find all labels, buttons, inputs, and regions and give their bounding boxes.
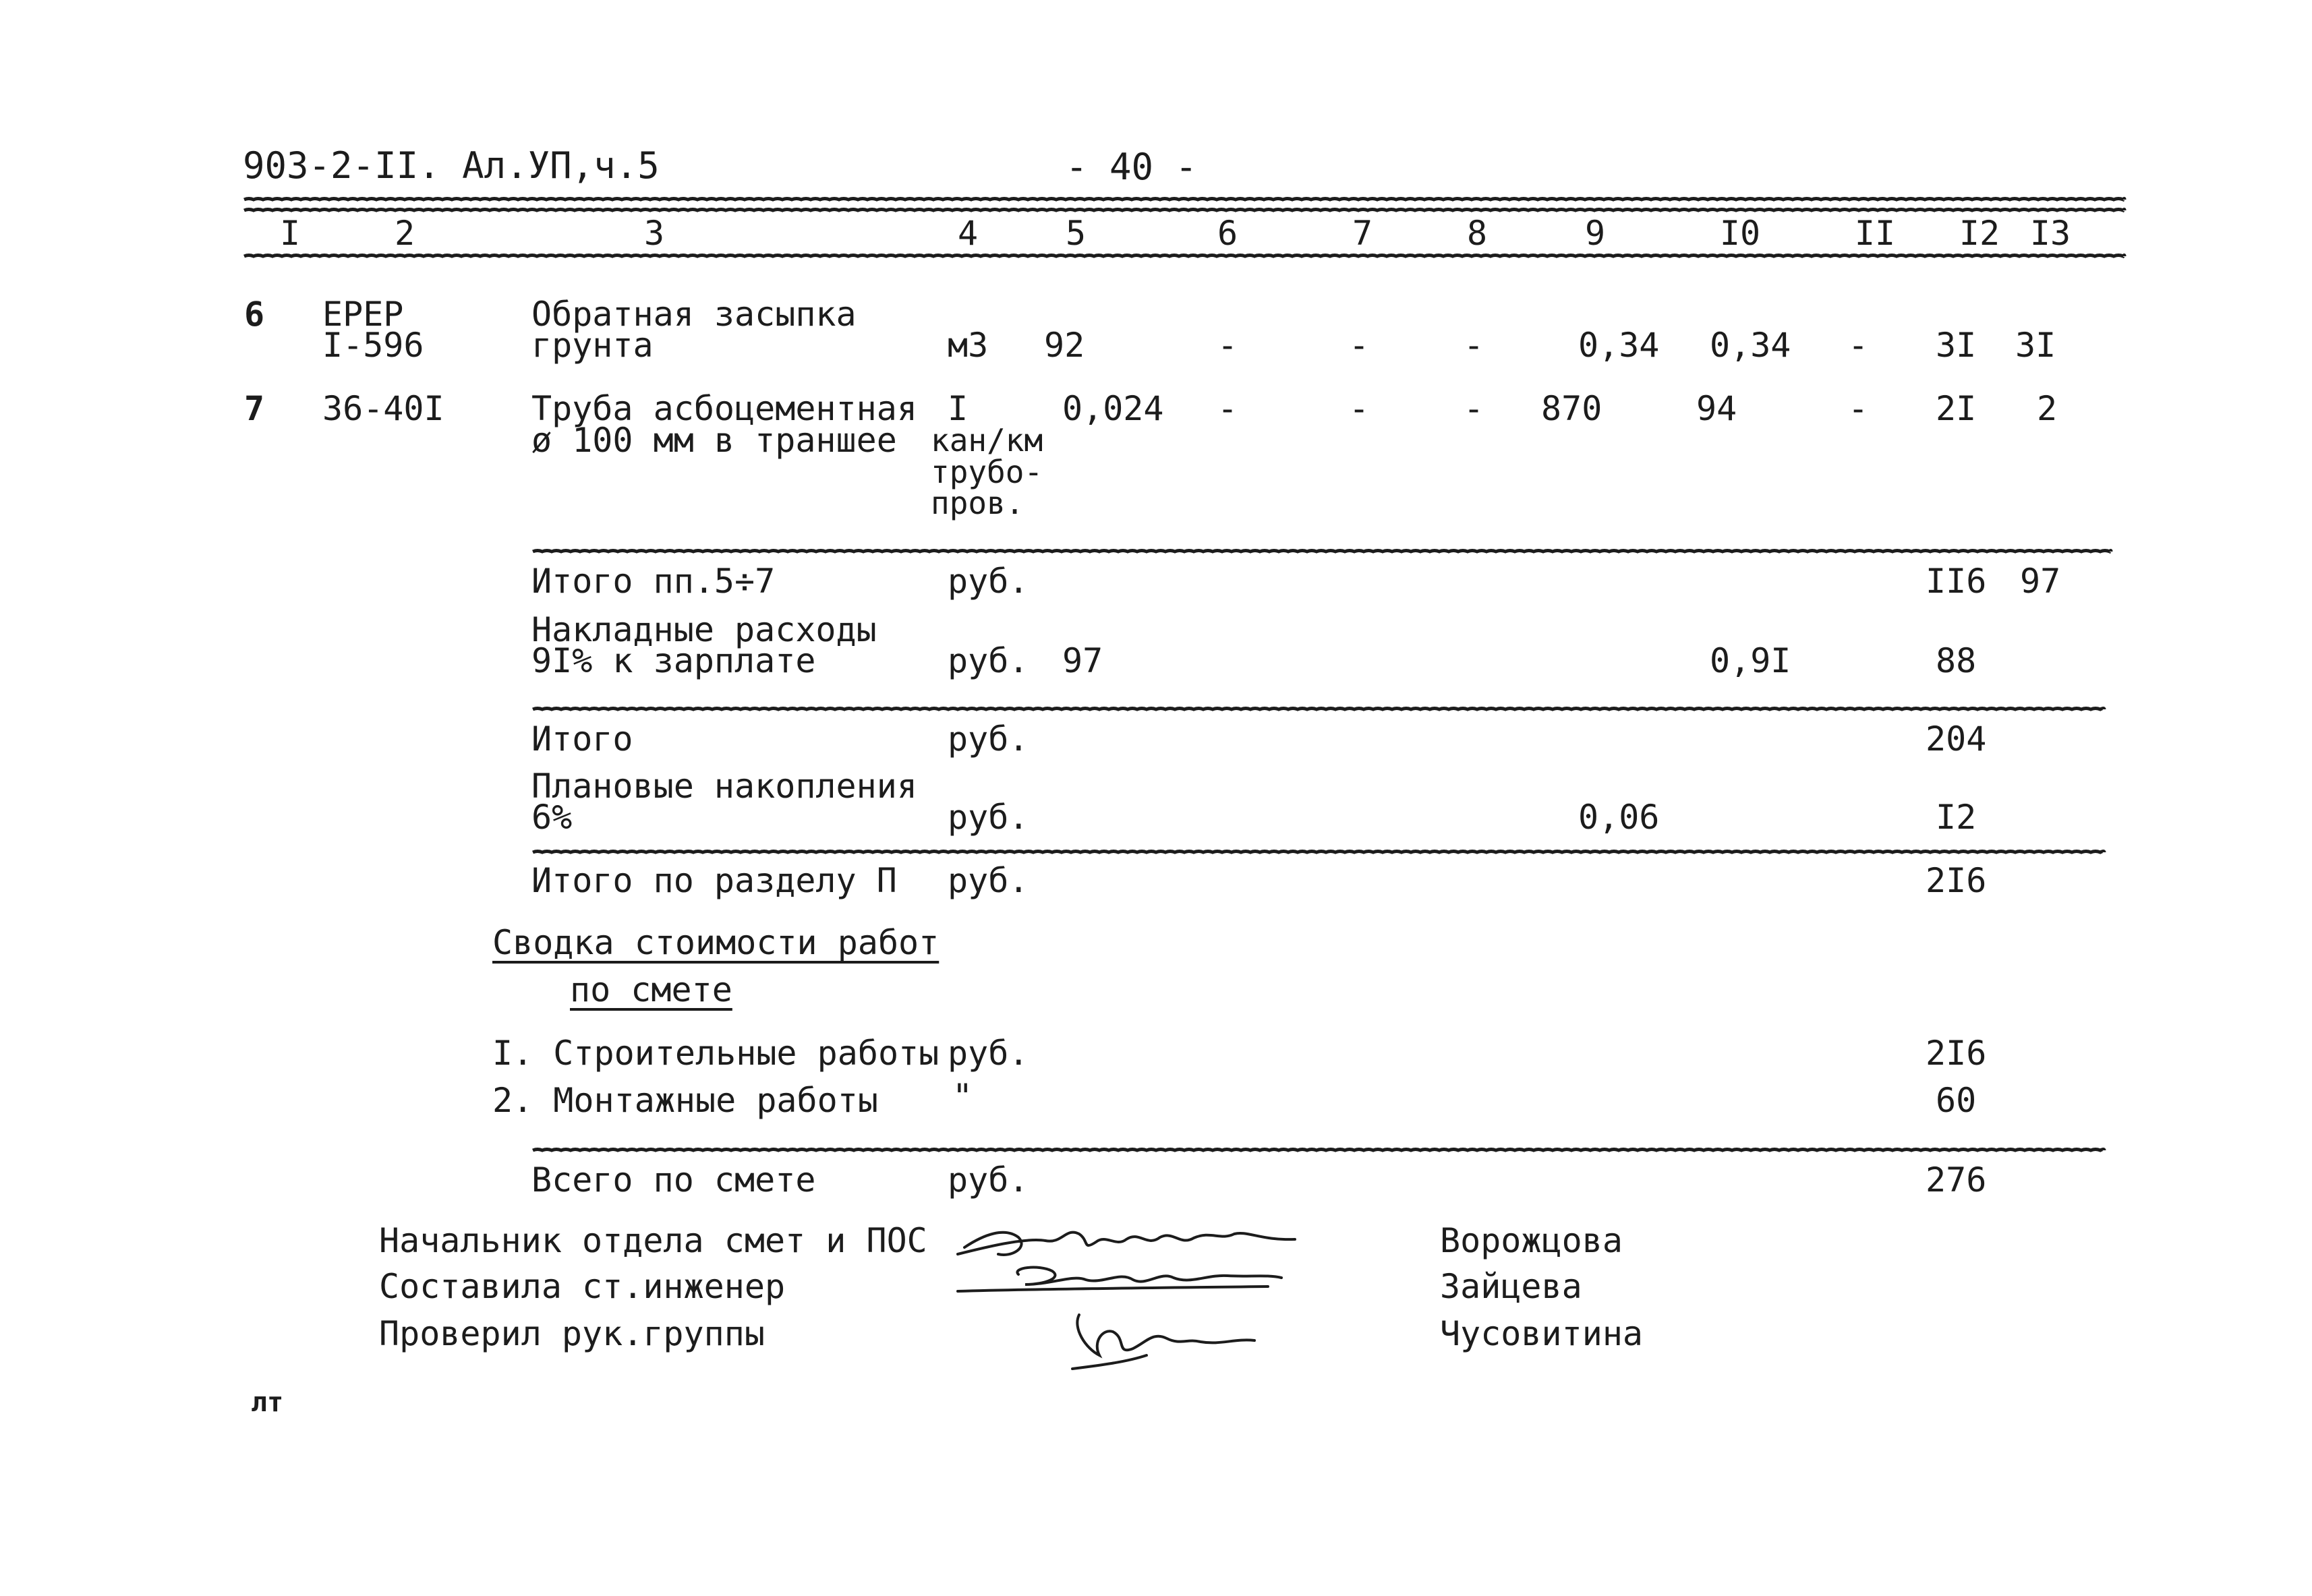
cell-col6: - <box>1217 326 1238 365</box>
cell-col6: - <box>1217 389 1238 428</box>
rule-before-total <box>533 709 2104 710</box>
header-top-rule <box>244 199 2125 200</box>
total-label: Итого <box>531 719 633 759</box>
summary-item-unit: " <box>952 1077 973 1116</box>
column-header: 4 <box>957 214 979 253</box>
planned-col9: 0,06 <box>1578 798 1660 837</box>
row-unit: м3 <box>948 326 989 365</box>
column-header: I0 <box>1719 214 1761 253</box>
summary-item-value: 2I6 <box>1926 1034 1987 1073</box>
cell-col10: 0,34 <box>1710 326 1791 365</box>
summary-title: по смете <box>570 970 732 1009</box>
subtotal-unit: руб. <box>948 562 1029 601</box>
signature-role: Составила ст.инженер <box>379 1267 786 1306</box>
cell-col5: 92 <box>1044 326 1085 365</box>
row-unit: I <box>948 389 969 428</box>
overhead-col5: 97 <box>1062 641 1103 680</box>
row-number: 6 <box>244 295 265 334</box>
overhead-label: Накладные расходы <box>531 610 877 649</box>
signature-name: Зайцева <box>1440 1267 1582 1306</box>
column-header-bottom-rule <box>244 256 2125 257</box>
cell-col9: 870 <box>1541 389 1602 428</box>
planned-label: 6% <box>531 798 573 837</box>
planned-unit: руб. <box>948 798 1029 837</box>
signature-name: Ворожцова <box>1440 1221 1623 1260</box>
section-total-label: Итого по разделу П <box>531 861 897 900</box>
column-header: 6 <box>1217 214 1238 253</box>
overhead-label: 9I% к зарплате <box>531 641 816 680</box>
summary-item-label: 2. Монтажные работы <box>492 1081 878 1120</box>
grand-total-unit: руб. <box>948 1160 1029 1200</box>
column-header: 7 <box>1352 214 1373 253</box>
cell-col8: - <box>1463 389 1484 428</box>
row-unit: кан/км <box>931 422 1043 459</box>
row-unit: трубо- <box>931 454 1043 490</box>
grand-total-label: Всего по смете <box>531 1160 816 1200</box>
cell-col8: - <box>1463 326 1484 365</box>
total-unit: руб. <box>948 719 1029 759</box>
total-col12: 204 <box>1926 719 1987 759</box>
row-number: 7 <box>244 389 265 428</box>
cell-col11: - <box>1847 389 1869 428</box>
rule-before-section-total <box>533 852 2104 853</box>
column-header: 2 <box>394 214 415 253</box>
page-number: - 40 - <box>1066 146 1198 188</box>
row-name: ø 100 мм в траншее <box>531 421 897 460</box>
cell-col5: 0,024 <box>1062 389 1164 428</box>
column-header: 3 <box>643 214 665 253</box>
subtotal-col13: 97 <box>2020 562 2061 601</box>
row-name: грунта <box>531 326 654 365</box>
grand-total-value: 276 <box>1926 1160 1987 1200</box>
column-header: I2 <box>1959 214 2000 253</box>
column-header: II <box>1854 214 1896 253</box>
overhead-col12: 88 <box>1936 641 1977 680</box>
header-top-rule-2 <box>244 210 2125 211</box>
summary-title: Сводка стоимости работ <box>492 923 940 962</box>
row-code: 36-40I <box>322 389 444 428</box>
cell-col10: 94 <box>1696 389 1737 428</box>
subtotal-col12: II6 <box>1926 562 1987 601</box>
footer-mark: лт <box>251 1387 284 1418</box>
column-header: 9 <box>1584 214 1606 253</box>
handwritten-signatures <box>944 1200 1376 1382</box>
rule-before-subtotal <box>533 551 2111 552</box>
cell-col13: 3I <box>2015 326 2056 365</box>
column-header: 8 <box>1466 214 1488 253</box>
cell-col12: 2I <box>1936 389 1977 428</box>
cell-col11: - <box>1847 326 1869 365</box>
column-header: I <box>279 214 301 253</box>
subtotal-label: Итого пп.5÷7 <box>531 562 776 601</box>
planned-col12: I2 <box>1936 798 1977 837</box>
summary-item-unit: руб. <box>948 1034 1029 1073</box>
column-header: 5 <box>1065 214 1087 253</box>
summary-item-value: 60 <box>1936 1081 1977 1120</box>
rule-before-grand-total <box>533 1150 2104 1151</box>
summary-item-label: I. Строительные работы <box>492 1034 940 1073</box>
cell-col13: 2 <box>2037 389 2058 428</box>
column-header: I3 <box>2029 214 2071 253</box>
section-total-col12: 2I6 <box>1926 861 1987 900</box>
row-name: Обратная засыпка <box>531 295 857 334</box>
overhead-unit: руб. <box>948 641 1029 680</box>
signature-name: Чусовитина <box>1440 1314 1644 1353</box>
row-code: ЕРЕР <box>322 295 404 334</box>
cell-col7: - <box>1348 389 1370 428</box>
overhead-col10: 0,9I <box>1710 641 1791 680</box>
row-code: I-596 <box>322 326 424 365</box>
row-unit: пров. <box>931 485 1024 521</box>
planned-label: Плановые накопления <box>531 767 917 806</box>
cell-col7: - <box>1348 326 1370 365</box>
row-name: Труба асбоцементная <box>531 389 917 428</box>
signature-role: Проверил рук.группы <box>379 1314 765 1353</box>
section-total-unit: руб. <box>948 861 1029 900</box>
cell-col9: 0,34 <box>1578 326 1660 365</box>
document-code: 903-2-II. Ал.УП,ч.5 <box>243 144 660 187</box>
cell-col12: 3I <box>1936 326 1977 365</box>
signature-role: Начальник отдела смет и ПОС <box>379 1221 927 1260</box>
